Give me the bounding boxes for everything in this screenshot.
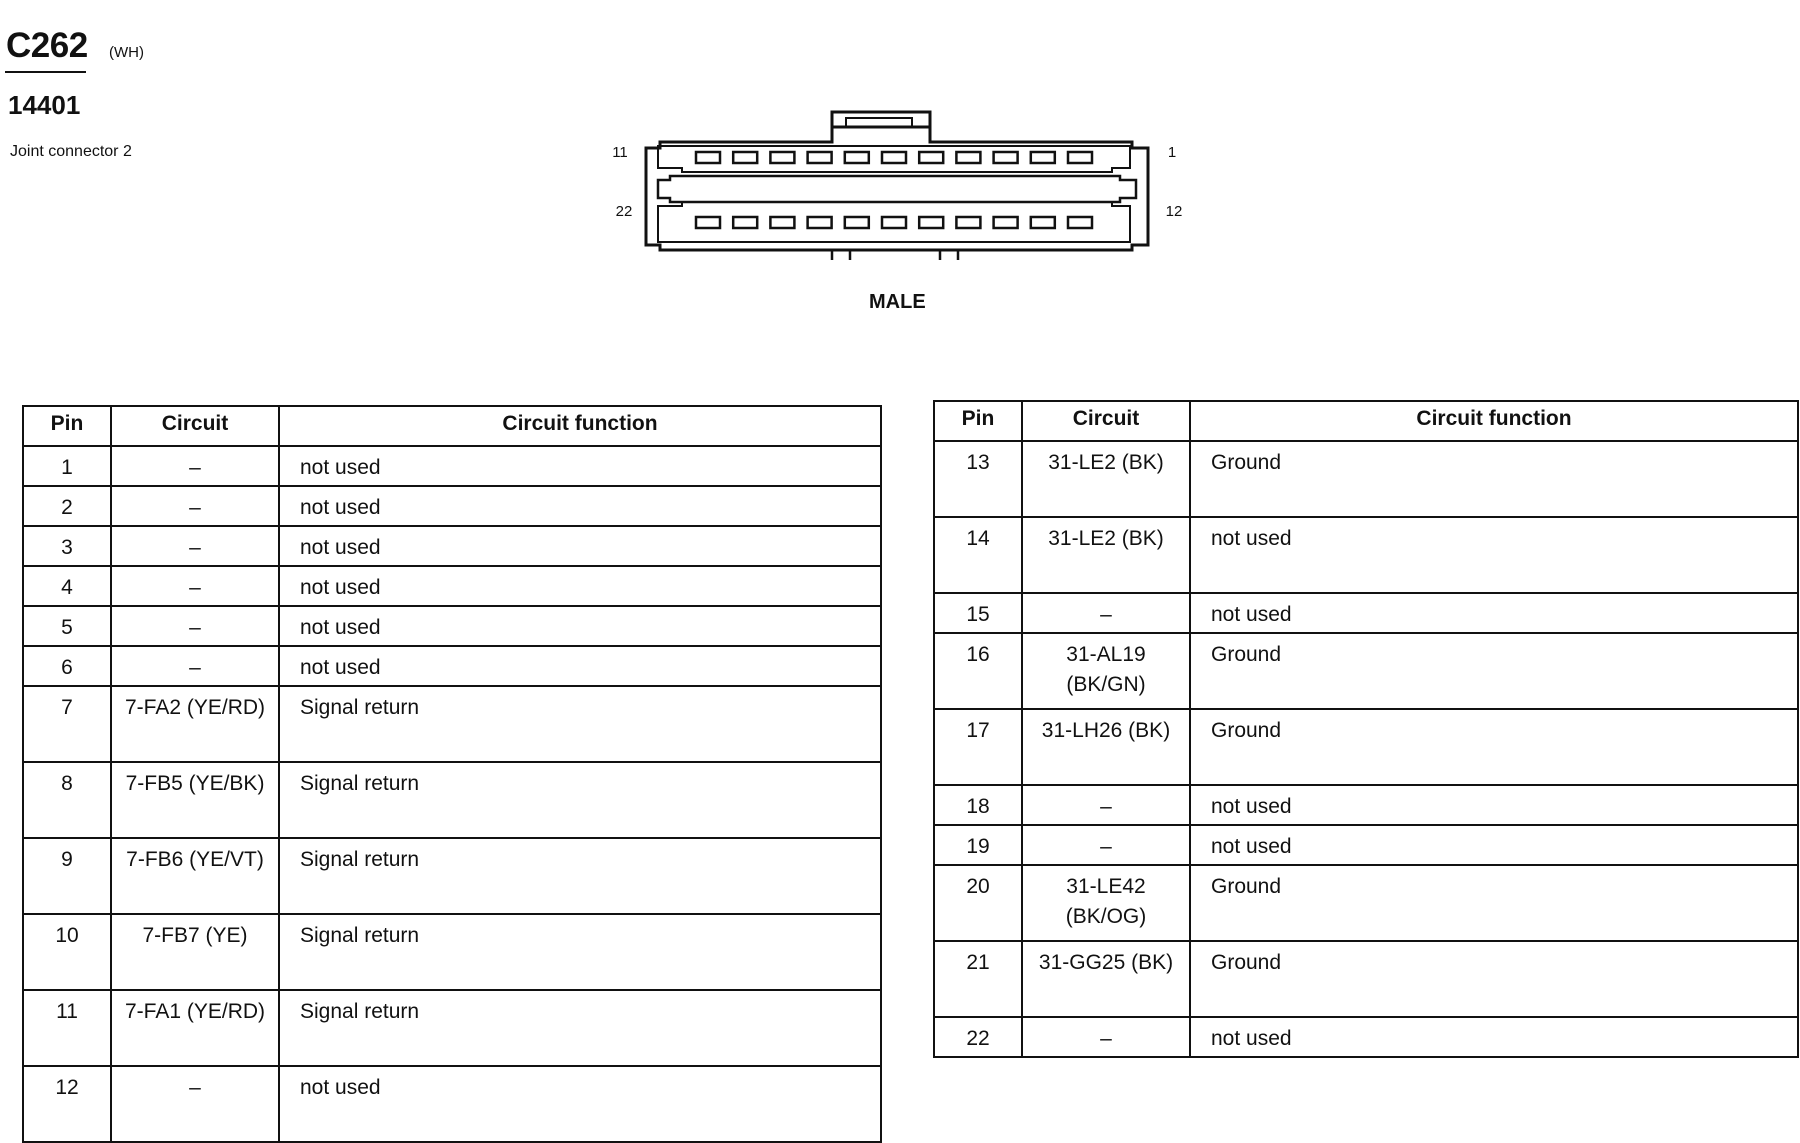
- part-number: 14401: [8, 90, 81, 120]
- pin-cavity: [994, 217, 1018, 228]
- pin-number: 21: [934, 941, 1022, 1017]
- circuit-function: not used: [1190, 1017, 1798, 1057]
- header-pin: Pin: [23, 406, 111, 446]
- circuit-id: –: [1022, 785, 1190, 825]
- table-row: [934, 517, 1798, 593]
- pin-number: 12: [23, 1066, 111, 1142]
- table-row: [23, 526, 881, 566]
- pin-number: 5: [23, 606, 111, 646]
- table-row: [934, 825, 1798, 865]
- pin-number: 14: [934, 517, 1022, 593]
- circuit-function: Ground: [1190, 941, 1798, 1017]
- circuit-function: Signal return: [279, 838, 881, 914]
- header-circuit: Circuit: [1022, 401, 1190, 441]
- pin-cavity: [770, 152, 794, 163]
- circuit-id: 7-FA1 (YE/RD): [111, 990, 279, 1066]
- connector-description: Joint connector 2: [10, 143, 132, 160]
- title-underline: [5, 71, 86, 73]
- circuit-function: not used: [279, 446, 881, 486]
- pin-cavity: [1068, 217, 1092, 228]
- circuit-id: –: [111, 486, 279, 526]
- pin-number: 17: [934, 709, 1022, 785]
- circuit-id: 7-FB6 (YE/VT): [111, 838, 279, 914]
- pin-number: 19: [934, 825, 1022, 865]
- pin-cavity: [956, 152, 980, 163]
- pin-number: 18: [934, 785, 1022, 825]
- pin-number: 6: [23, 646, 111, 686]
- circuit-function: Ground: [1190, 709, 1798, 785]
- circuit-id: 31-LE42 (BK/OG): [1022, 865, 1190, 941]
- table-row: [23, 914, 881, 990]
- circuit-id: 31-GG25 (BK): [1022, 941, 1190, 1017]
- pin-number: 10: [23, 914, 111, 990]
- table-row: [23, 566, 881, 606]
- table-header-row: [23, 406, 881, 446]
- pin-label-bottom-left: 22: [615, 203, 633, 220]
- header-circuit: Circuit: [111, 406, 279, 446]
- circuit-function: not used: [1190, 517, 1798, 593]
- connector-face-diagram: [600, 100, 1200, 260]
- connector-color: (WH): [109, 44, 144, 61]
- pin-number: 9: [23, 838, 111, 914]
- table-header-row: [934, 401, 1798, 441]
- table-row: [23, 990, 881, 1066]
- table-row: [23, 838, 881, 914]
- circuit-function: not used: [279, 606, 881, 646]
- circuit-id: –: [111, 446, 279, 486]
- circuit-id: –: [111, 566, 279, 606]
- circuit-function: not used: [279, 566, 881, 606]
- header-pin: Pin: [934, 401, 1022, 441]
- circuit-id: –: [111, 606, 279, 646]
- pin-cavity: [808, 152, 832, 163]
- circuit-id: 7-FB5 (YE/BK): [111, 762, 279, 838]
- table-row: [23, 762, 881, 838]
- pin-number: 3: [23, 526, 111, 566]
- pin-number: 1: [23, 446, 111, 486]
- circuit-function: not used: [1190, 785, 1798, 825]
- table-row: [934, 633, 1798, 709]
- pin-cavity: [845, 217, 869, 228]
- table-row: [934, 941, 1798, 1017]
- pin-label-top-left: 11: [612, 144, 628, 161]
- pin-cavity: [1031, 152, 1055, 163]
- circuit-function: not used: [1190, 825, 1798, 865]
- circuit-function: not used: [279, 486, 881, 526]
- table-row: [23, 686, 881, 762]
- pin-number: 4: [23, 566, 111, 606]
- pin-cavity: [1068, 152, 1092, 163]
- table-row: [23, 606, 881, 646]
- pin-cavity: [919, 217, 943, 228]
- circuit-id: –: [1022, 593, 1190, 633]
- circuit-function: Ground: [1190, 633, 1798, 709]
- pin-cavity: [808, 217, 832, 228]
- table-row: [934, 1017, 1798, 1057]
- pin-number: 15: [934, 593, 1022, 633]
- pin-cavity: [1031, 217, 1055, 228]
- pin-number: 20: [934, 865, 1022, 941]
- connector-code: C262: [6, 26, 88, 65]
- pin-cavity: [845, 152, 869, 163]
- circuit-id: 31-LH26 (BK): [1022, 709, 1190, 785]
- pin-label-top-right: 1: [1167, 144, 1177, 161]
- circuit-function: Signal return: [279, 914, 881, 990]
- pin-row-bottom: [696, 217, 1092, 228]
- circuit-id: –: [1022, 825, 1190, 865]
- circuit-function: Signal return: [279, 990, 881, 1066]
- pin-table-right: [933, 400, 1799, 1058]
- pin-cavity: [733, 217, 757, 228]
- pin-cavity: [919, 152, 943, 163]
- connector-gender-label: MALE: [869, 291, 926, 313]
- pin-cavity: [770, 217, 794, 228]
- circuit-function: not used: [279, 646, 881, 686]
- pin-cavity: [696, 217, 720, 228]
- table-row: [23, 486, 881, 526]
- header-circuit-function: Circuit function: [279, 406, 881, 446]
- pin-cavity: [994, 152, 1018, 163]
- circuit-function: Signal return: [279, 762, 881, 838]
- circuit-id: 31-AL19 (BK/GN): [1022, 633, 1190, 709]
- pin-number: 8: [23, 762, 111, 838]
- table-row: [934, 709, 1798, 785]
- circuit-function: Ground: [1190, 865, 1798, 941]
- table-row: [934, 785, 1798, 825]
- circuit-id: 31-LE2 (BK): [1022, 441, 1190, 517]
- pin-number: 13: [934, 441, 1022, 517]
- pin-row-top: [696, 152, 1092, 163]
- pin-label-bottom-right: 12: [1165, 203, 1183, 220]
- table-row: [23, 1066, 881, 1142]
- circuit-id: –: [111, 1066, 279, 1142]
- table-row: [23, 646, 881, 686]
- pin-cavity: [956, 217, 980, 228]
- table-row: [934, 865, 1798, 941]
- pin-number: 11: [23, 990, 111, 1066]
- circuit-function: not used: [279, 1066, 881, 1142]
- header-circuit-function: Circuit function: [1190, 401, 1798, 441]
- pin-cavity: [733, 152, 757, 163]
- pin-number: 7: [23, 686, 111, 762]
- pin-number: 16: [934, 633, 1022, 709]
- circuit-id: –: [111, 646, 279, 686]
- pin-cavity: [882, 217, 906, 228]
- pin-cavity: [882, 152, 906, 163]
- pin-number: 22: [934, 1017, 1022, 1057]
- table-row: [23, 446, 881, 486]
- pin-number: 2: [23, 486, 111, 526]
- circuit-id: 7-FB7 (YE): [111, 914, 279, 990]
- circuit-function: Signal return: [279, 686, 881, 762]
- pin-cavity: [696, 152, 720, 163]
- circuit-id: 7-FA2 (YE/RD): [111, 686, 279, 762]
- circuit-id: –: [1022, 1017, 1190, 1057]
- circuit-id: 31-LE2 (BK): [1022, 517, 1190, 593]
- pin-table-left: [22, 405, 882, 1143]
- circuit-function: not used: [279, 526, 881, 566]
- circuit-function: not used: [1190, 593, 1798, 633]
- table-row: [934, 441, 1798, 517]
- circuit-function: Ground: [1190, 441, 1798, 517]
- table-row: [934, 593, 1798, 633]
- circuit-id: –: [111, 526, 279, 566]
